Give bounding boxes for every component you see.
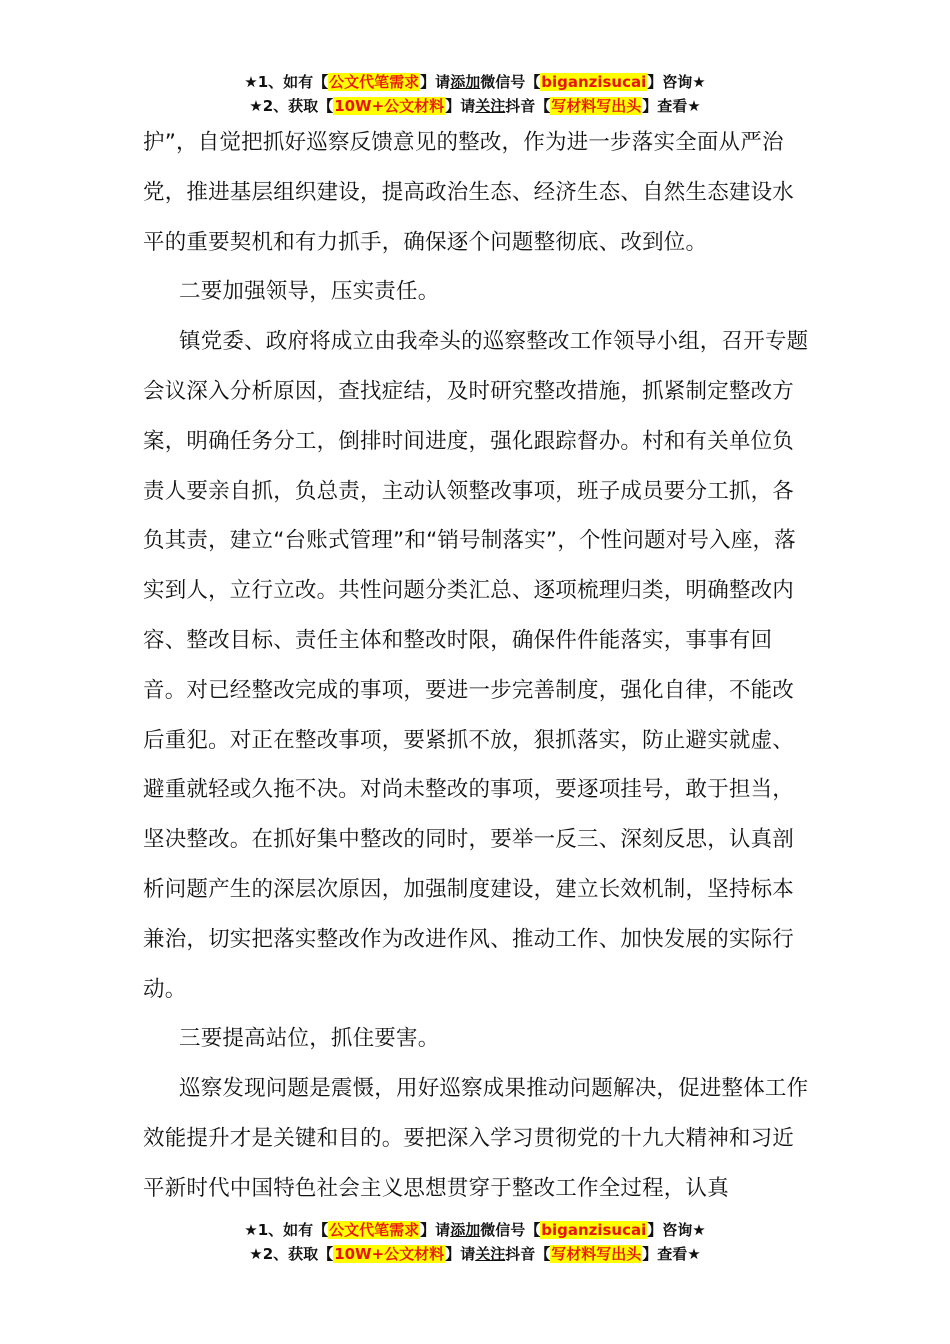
document-body — [143, 118, 813, 1214]
underlined-text: 关注 — [475, 1245, 506, 1263]
banner-text: 】咨询★ — [647, 1221, 706, 1239]
paragraph: 巡察发现问题是震慑，用好巡察成果推动问题解决，促进整体工作效能提升才是关键和目的。要把深入学习贯彻党的十九大精神和习近平新时代中国特色社会主义思想贯穿于整改工作全过程，认真 — [143, 1076, 809, 1201]
banner-text: 】查看★ — [642, 1245, 701, 1263]
banner-text: 】查看★ — [642, 97, 701, 115]
banner-text: 】请 — [420, 73, 451, 91]
wechat-id-highlight: biganzisucai — [541, 73, 647, 91]
underlined-text: 添加 — [450, 1221, 481, 1239]
banner-text: ★2、获取【 — [249, 1245, 334, 1263]
banner-text: 微信号【 — [480, 1221, 541, 1239]
highlight-text: 公文代笔需求 — [329, 1221, 420, 1239]
banner-line-2 — [0, 1242, 950, 1266]
douyin-id-highlight: 写材料写出头 — [551, 1245, 642, 1263]
wechat-id-highlight: biganzisucai — [541, 1221, 647, 1239]
douyin-id-highlight: 写材料写出头 — [551, 97, 642, 115]
underlined-text: 添加 — [450, 73, 481, 91]
banner-line-1 — [0, 70, 950, 94]
banner-text: ★2、获取【 — [249, 97, 334, 115]
banner-text: 】请 — [445, 97, 476, 115]
banner-text: ★1、如有【 — [244, 1221, 329, 1239]
highlight-text: 公文代笔需求 — [329, 73, 420, 91]
banner-line-1 — [0, 1218, 950, 1242]
banner-text: 】咨询★ — [647, 73, 706, 91]
banner-text: 】请 — [420, 1221, 451, 1239]
section-heading-3: 三要提高站位，抓住要害。 — [179, 1026, 440, 1052]
header-banner — [0, 70, 950, 118]
banner-text: 抖音【 — [505, 1245, 551, 1263]
paragraph: 镇党委、政府将成立由我牵头的巡察整改工作领导小组，召开专题会议深入分析原因，查找症结，及时研究整改措施，抓紧制定整改方案，明确任务分工，倒排时间进度，强化跟踪督办。村和有关单位负责人要亲自抓，负总责，主动认领整改事项，班子成员要分工抓，各负其责，建立“台账式管理”和“销号制落实”，个性问题对号入座，落实到人，立行立改。共性问题分类汇总、逐项梳理归类，明确整改内容、整改目标、责任主体和整改时限，确保件件能落实，事事有回音。对已经整改完成的事项，要进一步完善制度，强化自律，不能改后重犯。对正在整改事项，要紧抓不放，狠抓落实，防止避实就虚、避重就轻或久拖不决。对尚未整改的事项，要逐项挂号，敢于担当，坚决整改。在抓好集中整改的同时，要举一反三、深刻反思，认真剖析问题产生的深层次原因，加强制度建设，建立长效机制，坚持标本兼治，切实把落实整改作为改进作风、推动工作、加快发展的实际行动。 — [143, 329, 809, 1002]
highlight-text: 10W+公文材料 — [334, 1245, 445, 1263]
section-heading-2: 二要加强领导，压实责任。 — [179, 279, 440, 305]
banner-text: 抖音【 — [505, 97, 551, 115]
banner-text: ★1、如有【 — [244, 73, 329, 91]
banner-text: 】请 — [445, 1245, 476, 1263]
underlined-text: 关注 — [475, 97, 506, 115]
banner-line-2 — [0, 94, 950, 118]
footer-banner — [0, 1218, 950, 1266]
highlight-text: 10W+公文材料 — [334, 97, 445, 115]
banner-text: 微信号【 — [480, 73, 541, 91]
paragraph-continuation: 护”，自觉把抓好巡察反馈意见的整改，作为进一步落实全面从严治党，推进基层组织建设，提高政治生态、经济生态、自然生态建设水平的重要契机和有力抓手，确保逐个问题整彻底、改到位。 — [143, 130, 795, 255]
